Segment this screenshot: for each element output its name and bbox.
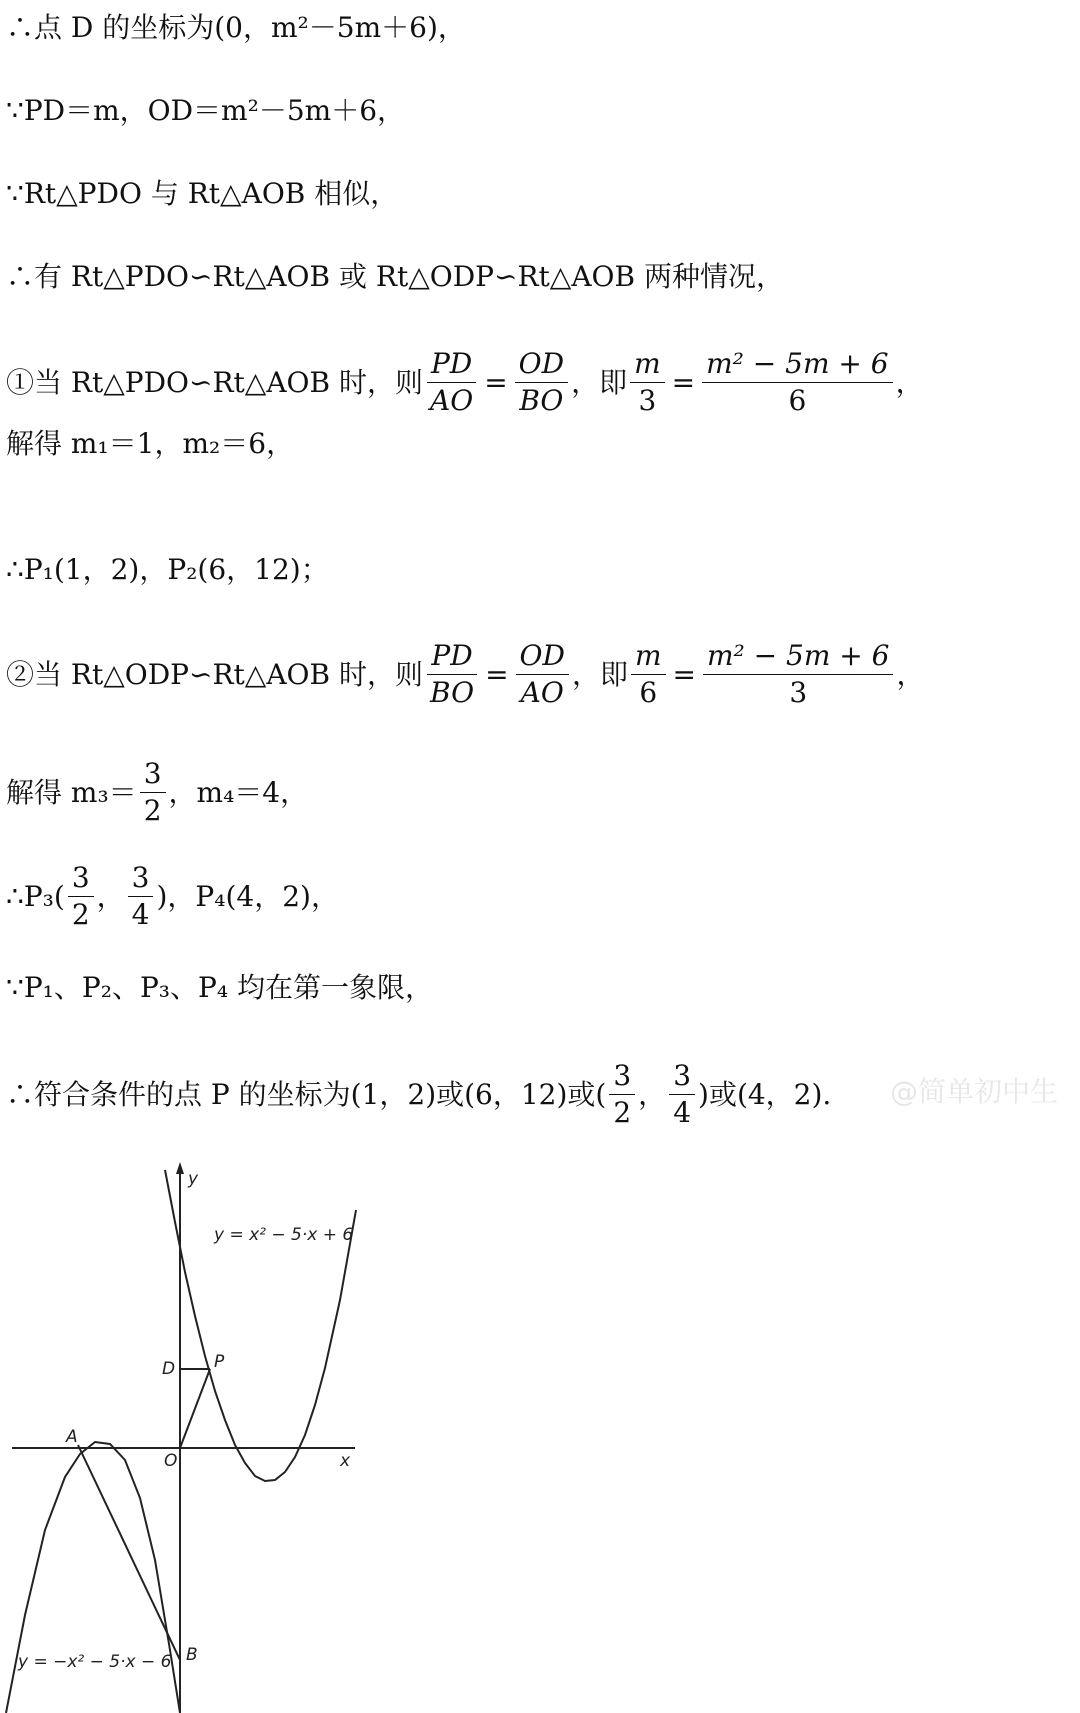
- line-7: ∴P₁(1，2)，P₂(6，12)；: [6, 553, 329, 586]
- lower-parabola: [6, 1442, 180, 1713]
- line-2: ∵PD＝m，OD＝m²－5m＋6，: [6, 94, 406, 127]
- label-point-p: P: [214, 1352, 225, 1372]
- upper-parabola: [165, 1170, 356, 1481]
- segment-op: [180, 1369, 210, 1448]
- line-5-case-one: ①当 Rt△PDO∽Rt△AOB 时，则 $\frac{PD}{AO}$ = $\frac{OD}{BO}$ ，即 $\frac{m}{3}$ = $\frac{\text{m² − 5m + 6}}{6}$ ，: [6, 347, 924, 417]
- line-12-conclusion: ∴符合条件的点 P 的坐标为(1，2)或(6，12)或( $\frac{3}{2}$ ， $\frac{3}{4}$ )或(4，2).: [6, 1059, 832, 1129]
- line-10: ∴P₃( $\frac{3}{2}$ ， $\frac{3}{4}$ )，P₄(4，2)，: [6, 861, 339, 931]
- fraction-pd-ao: $\frac{PD}{AO}$: [426, 346, 477, 419]
- line-3: ∵Rt△PDO 与 Rt△AOB 相似，: [6, 177, 399, 210]
- fraction-quadratic-3: $\frac{\text{m² − 5m + 6}}{3}$: [703, 638, 893, 711]
- fraction-pd-bo: $\frac{PD}{BO}$: [426, 638, 478, 711]
- line-8-case-two: ②当 Rt△ODP∽Rt△AOB 时，则 $\frac{PD}{BO}$ = $\frac{OD}{AO}$ ，即 $\frac{m}{6}$ = $\frac{\text{m² − 5m + 6}}{3}$ ，: [6, 639, 925, 709]
- fraction-quadratic-6: $\frac{\text{m² − 5m + 6}}{6}$: [702, 346, 892, 419]
- label-x-axis: x: [340, 1451, 351, 1471]
- fraction-od-bo: $\frac{OD}{BO}$: [515, 346, 568, 419]
- line-4: ∴有 Rt△PDO∽Rt△AOB 或 Rt△ODP∽Rt△AOB 两种情况，: [6, 260, 784, 293]
- label-point-b: B: [186, 1645, 198, 1665]
- case-one-prefix: ①当 Rt△PDO∽Rt△AOB 时，则: [6, 365, 423, 399]
- segment-ab: [78, 1445, 180, 1660]
- label-point-d: D: [162, 1359, 176, 1379]
- label-y-axis: y: [188, 1169, 199, 1189]
- label-lower-curve: y = −x² − 5·x − 6: [18, 1652, 172, 1672]
- watermark: @简单初中生: [890, 1075, 1059, 1108]
- fraction-od-ao: $\frac{OD}{AO}$: [516, 638, 569, 711]
- fraction-three-quarters: $\frac{3}{4}$: [669, 1058, 695, 1131]
- fraction-three-halves: $\frac{3}{2}$: [609, 1058, 635, 1131]
- line-9: 解得 m₃＝ $\frac{3}{2}$ ，m₄＝4，: [6, 757, 309, 827]
- line-6: 解得 m₁＝1，m₂＝6，: [6, 427, 295, 460]
- y-axis-arrow: [176, 1162, 184, 1174]
- line-11: ∵P₁、P₂、P₃、P₄ 均在第一象限，: [6, 971, 433, 1004]
- fraction-m-3: $\frac{m}{3}$: [630, 346, 665, 419]
- case-two-prefix: ②当 Rt△ODP∽Rt△AOB 时，则: [6, 657, 423, 691]
- label-origin: O: [164, 1451, 178, 1471]
- label-point-a: A: [66, 1427, 78, 1447]
- fraction-three-quarters: $\frac{3}{4}$: [128, 860, 154, 933]
- graph-labels: [17, 1169, 353, 1672]
- parabola-graph: [0, 1160, 370, 1713]
- label-upper-curve: y = x² − 5·x + 6: [214, 1225, 354, 1245]
- fraction-three-halves: $\frac{3}{2}$: [140, 756, 166, 829]
- fraction-m-6: $\frac{m}{6}$: [631, 638, 666, 711]
- fraction-three-halves: $\frac{3}{2}$: [68, 860, 94, 933]
- line-1: ∴点 D 的坐标为(0，m²－5m＋6)，: [6, 11, 466, 44]
